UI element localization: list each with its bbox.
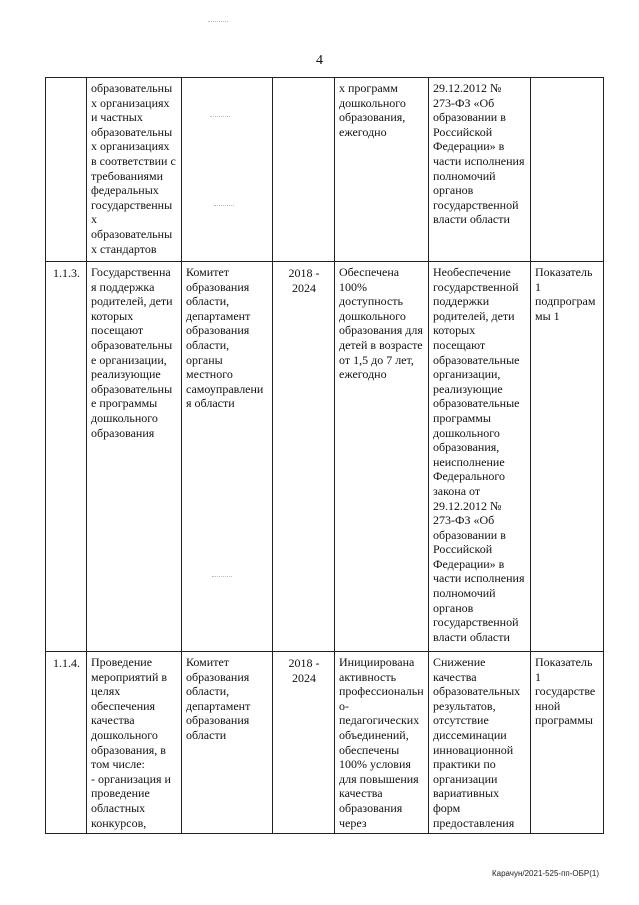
indicator-link: Показатель 1 подпрограм мы 1 [531, 262, 604, 652]
consequences: Необеспечение государственной поддержки родителей, дети которых посещают образовательные организации, реализующие образовательные программы дошкольного образования, неисполнение Федерального закона от 29.12.2012 № 273-ФЗ «Об образовании в Российской Федерации» в части исполнения полномочий органов государственной власти области [429, 262, 531, 652]
table-row [46, 652, 604, 834]
expected-result: х программ дошкольного образования, ежегодно [335, 78, 429, 262]
measure-name: Государственна я поддержка родителей, дети которых посещают образовательны е организации, реализующие образовательны е программы дошкольного образования [87, 262, 182, 652]
measures-table [45, 77, 604, 834]
consequences: 29.12.2012 № 273-ФЗ «Об образовании в Российской Федерации» в части исполнения полномочий органов государственной власти области [429, 78, 531, 262]
expected-result: Инициирована активность профессиональн о- педагогических объединений, обеспечены 100% условия для повышения качества образования через [335, 652, 429, 834]
executors: Комитет образования области, департамент образования области, органы местного самоуправлени я области [182, 262, 273, 652]
consequences: Снижение качества образовательных результатов, отсутствие диссеминации инновационной практики по организации вариативных форм предоставления [429, 652, 531, 834]
document-code: Карачун/2021-525-пп-ОБР(1) [491, 869, 599, 878]
row-number: 1.1.4. [46, 652, 87, 834]
page-number: 4 [316, 53, 323, 68]
expected-result: Обеспечена 100% доступность дошкольного образования для детей в возрасте от 1,5 до 7 лет, ежегодно [335, 262, 429, 652]
period: 2018 - 2024 [273, 652, 335, 834]
table-row [46, 262, 604, 652]
measure-name: Проведение мероприятий в целях обеспечения качества дошкольного образования, в том числе: - организация и проведение областных конкурсов, [87, 652, 182, 834]
row-number [46, 78, 87, 262]
indicator-link: Показатель 1 государстве нной программы [531, 652, 604, 834]
indicator-link [531, 78, 604, 262]
table-row [46, 78, 604, 262]
executors [182, 78, 273, 262]
scan-speck [208, 21, 228, 24]
measure-name: образовательны х организациях и частных образовательны х организациях в соответствии с требованиями федеральных государственны х образовательны х стандартов [87, 78, 182, 262]
period [273, 78, 335, 262]
period: 2018 - 2024 [273, 262, 335, 652]
executors: Комитет образования области, департамент образования области [182, 652, 273, 834]
row-number: 1.1.3. [46, 262, 87, 652]
